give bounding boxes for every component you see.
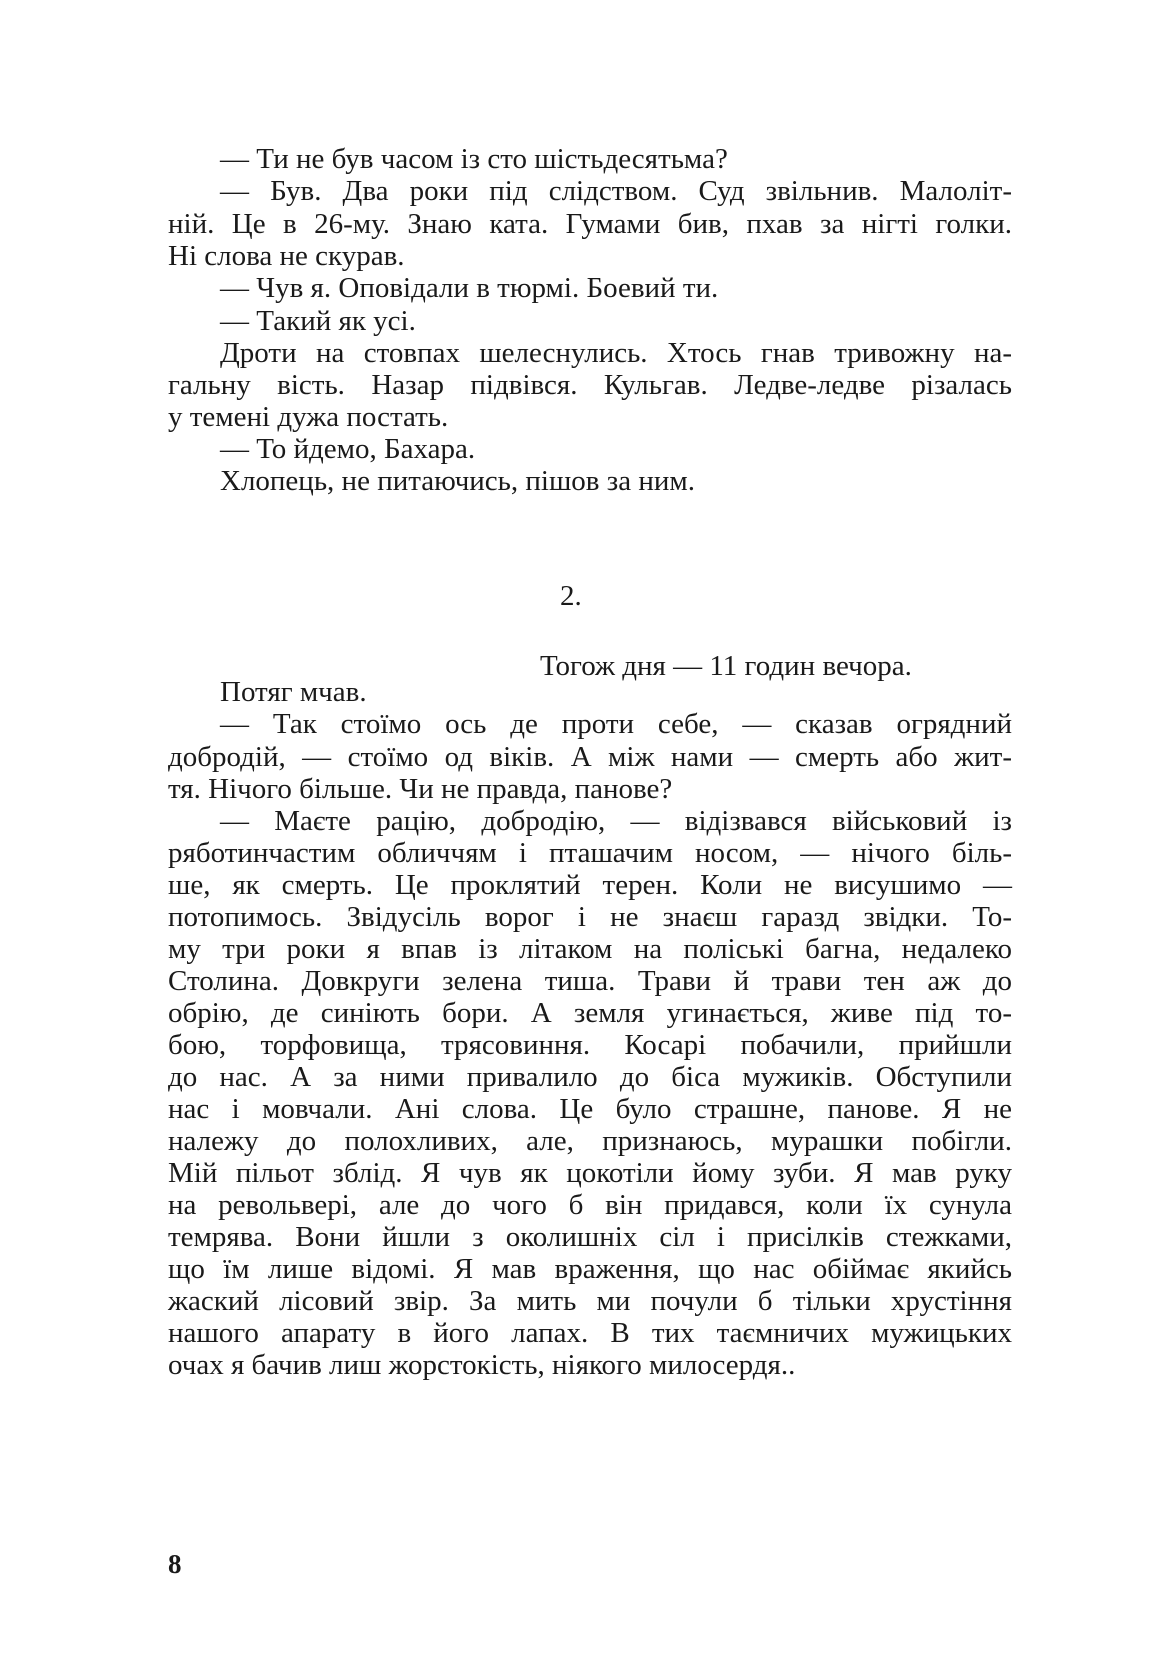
dateline: Тогож дня — 11 годин вечора. bbox=[540, 650, 912, 682]
text-line: Мій пільот зблід. Я чув як цокотіли йому зуби. Я мав руку bbox=[168, 1157, 1012, 1189]
text-line: потопимось. Звідусіль ворог і не знаєш гаразд звідки. То- bbox=[168, 901, 1012, 933]
text-line: Ні слова не скурав. bbox=[168, 240, 405, 272]
text-line: гальну вість. Назар підвівся. Кульгав. Ледве-ледве різалась bbox=[168, 369, 1012, 401]
text-line: нас і мовчали. Ані слова. Це було страшне, панове. Я не bbox=[168, 1093, 1012, 1125]
text-line: бою, торфовища, трясовиння. Косарі побачили, прийшли bbox=[168, 1029, 1012, 1061]
text-line: тя. Нічого більше. Чи не правда, панове? bbox=[168, 773, 673, 805]
text-line: нашого апарату в його лапах. В тих таємничих мужицьких bbox=[168, 1317, 1012, 1349]
text-line: — Так стоїмо ось де проти себе, — сказав огрядний bbox=[220, 708, 1012, 740]
text-line: Хлопець, не питаючись, пішов за ним. bbox=[220, 465, 695, 497]
text-line: — Був. Два роки під слідством. Суд звільнив. Малоліт- bbox=[220, 175, 1012, 207]
text-line: — Ти не був часом із сто шістьдесятьма? bbox=[220, 143, 728, 175]
page-number: 8 bbox=[168, 1549, 182, 1579]
text-line: що їм лише відомі. Я мав враження, що нас обіймає якийсь bbox=[168, 1253, 1012, 1285]
text-line: жаский лісовий звір. За мить ми почули б тільки хрустіння bbox=[168, 1285, 1012, 1317]
text-line: очах я бачив лиш жорстокість, ніякого милосердя.. bbox=[168, 1349, 796, 1381]
text-line: му три роки я впав із літаком на поліські багна, недалеко bbox=[168, 933, 1012, 965]
text-line: — То йдемо, Бахара. bbox=[220, 433, 476, 465]
text-line: Дроти на стовпах шелеснулись. Хтось гнав тривожну на- bbox=[220, 337, 1012, 369]
text-line: добродій, — стоїмо од віків. А між нами — смерть або жит- bbox=[168, 741, 1012, 773]
text-line: ряботинчастим обличчям і пташачим носом, — нічого біль- bbox=[168, 837, 1012, 869]
text-line: — Такий як усі. bbox=[220, 305, 416, 337]
text-line: Потяг мчав. bbox=[220, 676, 367, 708]
text-line: належу до полохливих, але, признаюсь, мурашки побігли. bbox=[168, 1125, 1012, 1157]
text-line: темрява. Вони йшли з околишніх сіл і присілків стежками, bbox=[168, 1221, 1012, 1253]
text-line: ше, як смерть. Це проклятий терен. Коли не висушимо — bbox=[168, 869, 1012, 901]
text-line: до нас. А за ними привалило до біса мужиків. Обступили bbox=[168, 1061, 1012, 1093]
text-line: Столина. Довкруги зелена тиша. Трави й трави тен аж до bbox=[168, 965, 1012, 997]
text-line: у темені дужа постать. bbox=[168, 401, 449, 433]
text-line: — Маєте рацію, добродію, — відізвався військовий із bbox=[220, 805, 1012, 837]
text-line: ній. Це в 26-му. Знаю ката. Гумами бив, пхав за нігті голки. bbox=[168, 208, 1012, 240]
text-line: обрію, де синіють бори. А земля угинається, живе під то- bbox=[168, 997, 1012, 1029]
text-line: — Чув я. Оповідали в тюрмі. Боевий ти. bbox=[220, 272, 719, 304]
section-number: 2. bbox=[560, 580, 582, 612]
text-line: на револьвері, але до чого б він придався, коли їх сунула bbox=[168, 1189, 1012, 1221]
